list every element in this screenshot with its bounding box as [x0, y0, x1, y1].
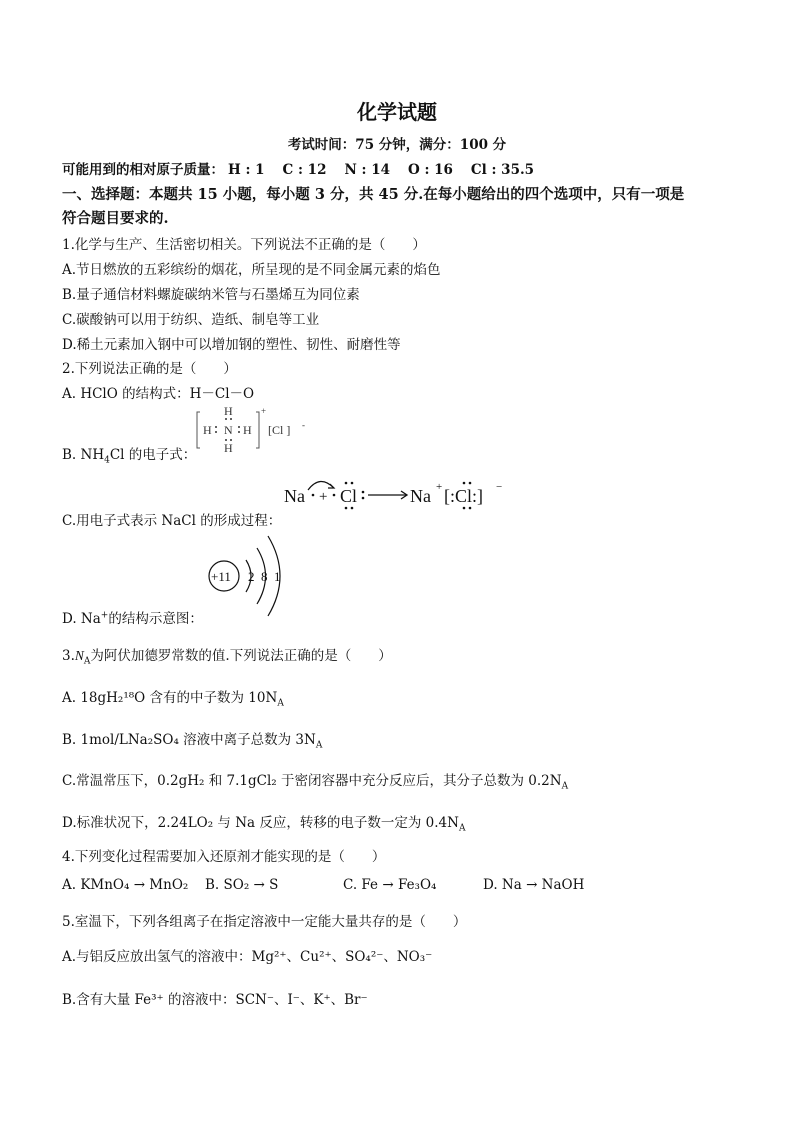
q2-option-a: A. HClO 的结构式：H－Cl－O [62, 386, 255, 402]
page-title: 化学试题 [357, 100, 437, 124]
section1-heading-2: 符合题目要求的. [62, 210, 169, 227]
q5-stem: 5.室温下，下列各组离子在指定溶液中一定能大量共存的是（ ） [62, 914, 467, 930]
atomic-mass-label: 可能用到的相对原子质量： [62, 162, 224, 178]
q4-option-a: A. KMnO₄ → MnO₂ [62, 877, 189, 893]
nh4-charge: + [261, 406, 267, 416]
q4-option-c: C. Fe → Fe₃O₄ [343, 877, 437, 893]
atom-c: C : 12 [282, 162, 327, 178]
q2-option-d: D. Na+的结构示意图： [62, 610, 203, 627]
section1-heading-1: 一、选择题：本题共 15 小题，每小题 3 分，共 45 分.在每小题给出的四个选项中，只有一项是 [62, 186, 685, 203]
q5-option-b: B.含有大量 Fe³⁺ 的溶液中：SCN⁻、I⁻、K⁺、Br⁻ [62, 992, 368, 1008]
q1-option-a: A.节日燃放的五彩缤纷的烟花，所呈现的是不同金属元素的焰色 [62, 262, 441, 278]
nacl-product-cl-charge: − [496, 481, 503, 493]
q1-option-d: D.稀土元素加入钢中可以增加钢的塑性、韧性、耐磨性等 [62, 337, 401, 353]
q4-option-d: D. Na → NaOH [483, 877, 585, 893]
nh4-n: N [224, 423, 233, 437]
nacl-cl: Cl [340, 486, 358, 506]
na-shell-2: 8 [261, 569, 268, 584]
q3-option-d: D.标准状况下，2.24LO₂ 与 Na 反应，转移的电子数一定为 $0.4N_A$ [62, 815, 466, 834]
q3-stem: $3.N_A$为阿伏加德罗常数的值.下列说法正确的是（ ） [62, 648, 392, 667]
q5-option-a: A.与铝反应放出氢气的溶液中：Mg²⁺、Cu²⁺、SO₄²⁻、NO₃⁻ [62, 949, 433, 965]
q4-option-b: B. SO₂ → S [205, 877, 279, 893]
atomic-mass-line [62, 158, 552, 178]
exam-meta: 考试时间：75 分钟，满分：100 分 [287, 137, 507, 153]
q1-option-c: C.碳酸钠可以用于纺织、造纸、制皂等工业 [62, 312, 320, 328]
atom-n: N : 14 [344, 162, 390, 178]
nacl-product-na: Na [410, 486, 431, 506]
nh4cl-chloride: [Cl ] [268, 423, 291, 437]
nacl-plus: + [319, 489, 328, 505]
q2-stem: 2.下列说法正确的是（ ） [62, 361, 237, 377]
atom-o: O : 16 [407, 162, 453, 178]
q3-option-c: C.常温常压下，0.2gH₂ 和 7.1gCl₂ 于密闭容器中充分反应后，其分子总数为 $0.2N_A$ [62, 773, 569, 792]
q4-stem: 4.下列变化过程需要加入还原剂才能实现的是（ ） [62, 849, 386, 865]
q3-option-a: A. 18gH₂¹⁸O 含有的中子数为 $10N_A$ [62, 690, 284, 709]
nacl-formation-diagram [282, 470, 512, 516]
nh4-h-left: H [203, 423, 212, 437]
nh4-h-right: H [243, 423, 252, 437]
q2-option-c: C.用电子式表示 NaCl 的形成过程： [62, 513, 282, 529]
nacl-na: Na [284, 486, 305, 506]
nh4-h-top: H [224, 404, 233, 418]
nacl-product-na-charge: + [436, 481, 443, 493]
nh4cl-electron-formula [194, 402, 314, 458]
q3-option-b: B. 1mol/LNa₂SO₄ 溶液中离子总数为 $3N_A$ [62, 732, 323, 751]
na-nucleus: +11 [211, 569, 231, 584]
q1-stem: 1.化学与生产、生活密切相关。下列说法不正确的是（ ） [62, 237, 426, 253]
na-shell-3: 1 [274, 569, 281, 584]
nacl-product-cl: [:Cl:] [444, 486, 483, 506]
atom-cl: Cl : 35.5 [470, 162, 535, 178]
atom-h: H : 1 [228, 162, 265, 178]
na-ion-structure-diagram [202, 532, 302, 622]
nh4-h-bottom: H [224, 441, 233, 455]
q1-option-b: B.量子通信材料螺旋碳纳米管与石墨烯互为同位素 [62, 287, 360, 303]
chloride-charge: - [302, 420, 305, 430]
q2-option-b: B. $NH_4Cl$ 的电子式： [62, 447, 197, 466]
na-shell-1: 2 [248, 569, 255, 584]
